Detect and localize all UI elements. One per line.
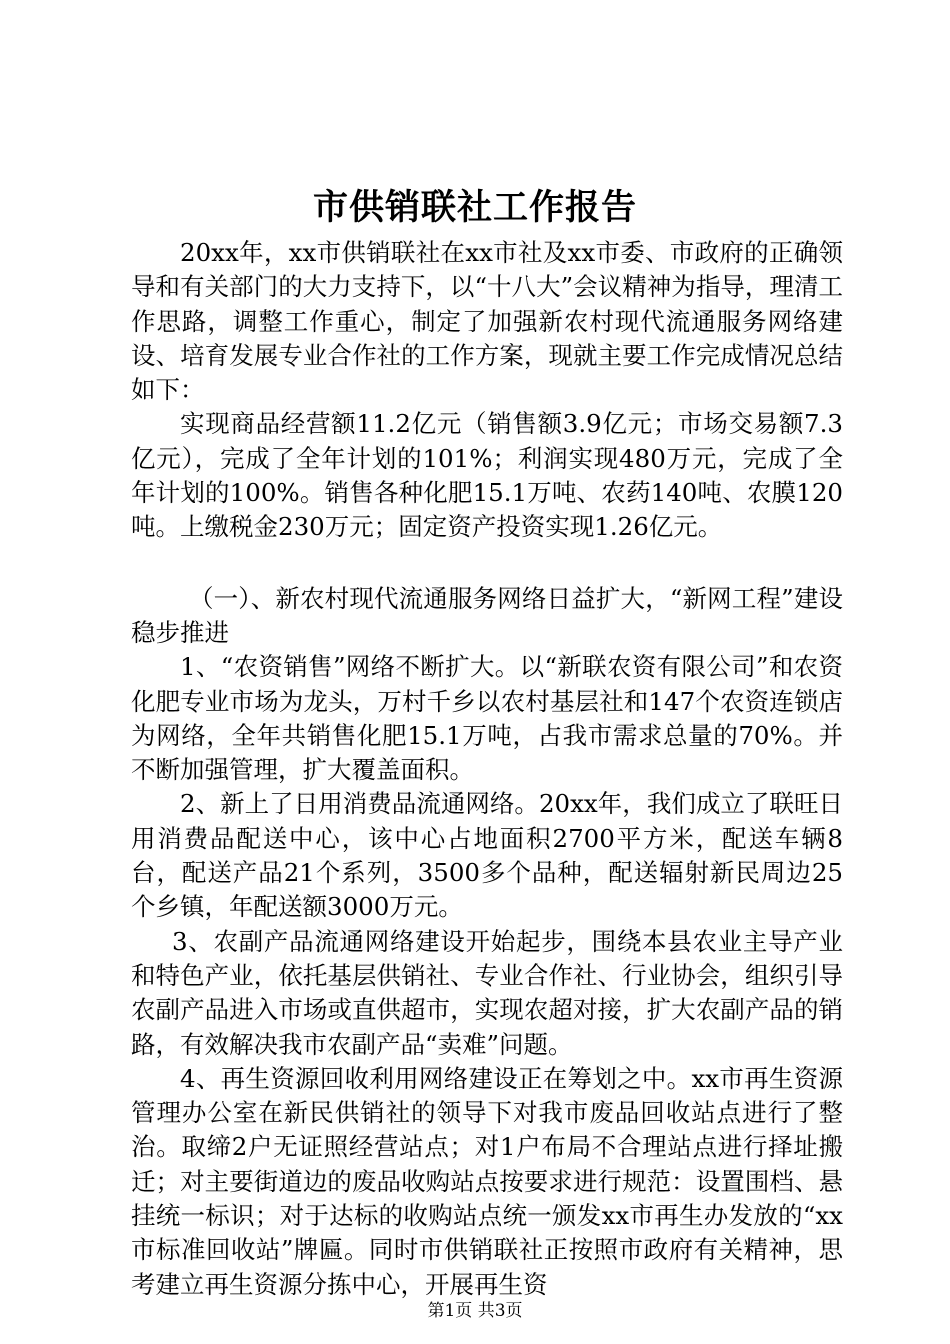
item-paragraph-3: 3、农副产品流通网络建设开始起步，围绕本县农业主导产业和特色产业，依托基层供销社、专业合作社、行业协会，组织引导农副产品进入市场或直供超市，实现农超对接，扩大农副产品的销路，有效解决我市农副产品“卖难”问题。 — [131, 926, 843, 1059]
page-footer: 第1页 共3页 — [427, 1301, 523, 1321]
summary-paragraph: 实现商品经营额11.2亿元（销售额3.9亿元；市场交易额7.3亿元），完成了全年计划的101%；利润实现480万元，完成了全年计划的100%。销售各种化肥15.1万吨、农药140吨、农膜120吨。上缴税金230万元；固定资产投资实现1.26亿元。 — [131, 409, 843, 542]
document-title: 市供销联社工作报告 — [312, 187, 637, 228]
item-paragraph-1: 1、“农资销售”网络不断扩大。以“新联农资有限公司”和农资化肥专业市场为龙头，万村千乡以农村基层社和147个农资连锁店为网络，全年共销售化肥15.1万吨，占我市需求总量的70%。并不断加强管理，扩大覆盖面积。 — [131, 652, 843, 785]
section-heading: （一）、新农村现代流通服务网络日益扩大，“新网工程”建设稳步推进 — [131, 583, 843, 647]
item-paragraph-2: 2、新上了日用消费品流通网络。20xx年，我们成立了联旺日用消费品配送中心，该中心占地面积2700平方米，配送车辆8台，配送产品21个系列，3500多个品种，配送辐射新民周边25个乡镇，年配送额3000万元。 — [131, 789, 843, 922]
document-body — [131, 236, 843, 1302]
item-paragraph-4: 4、再生资源回收利用网络建设正在筹划之中。xx市再生资源管理办公室在新民供销社的领导下对我市废品回收站点进行了整治。取缔2户无证照经营站点；对1户布局不合理站点进行择址搬迁；对主要街道边的废品收购站点按要求进行规范：设置围档、悬挂统一标识；对于达标的收购站点统一颁发xx市再生办发放的“xx市标准回收站”牌匾。同时市供销联社正按照市政府有关精神，思考建立再生资源分拣中心，开展再生资 — [131, 1063, 843, 1299]
intro-paragraph: 20xx年，xx市供销联社在xx市社及xx市委、市政府的正确领导和有关部门的大力支持下，以“十八大”会议精神为指导，理清工作思路，调整工作重心，制定了加强新农村现代流通服务网络建设、培育发展专业合作社的工作方案，现就主要工作完成情况总结如下： — [131, 238, 843, 405]
